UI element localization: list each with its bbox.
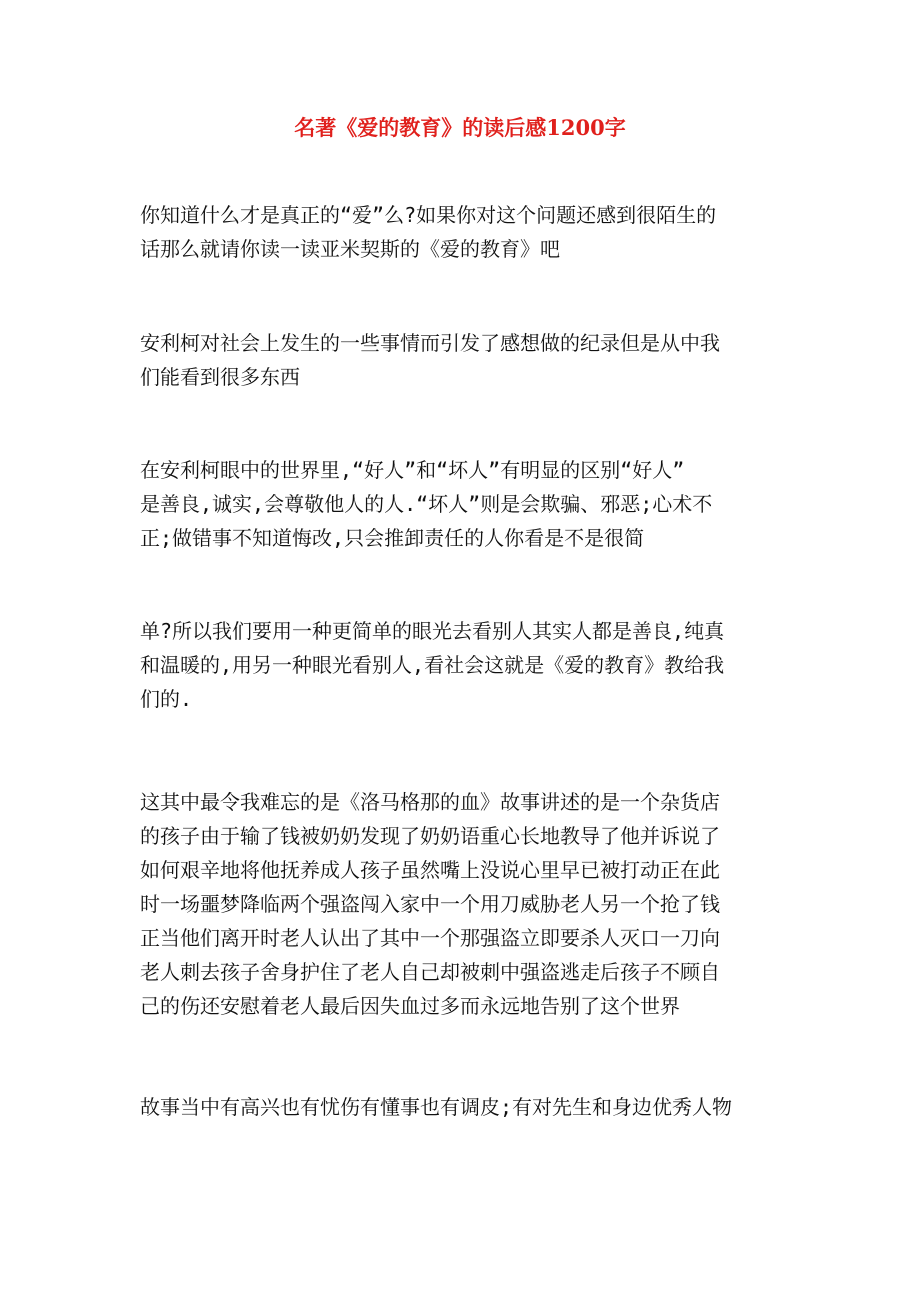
paragraph-line: 们能看到很多东西 — [140, 365, 300, 389]
paragraph-line: 故事当中有高兴也有忧伤有懂事也有调皮;有对先生和身边优秀人物 — [140, 1095, 733, 1119]
paragraph-line: 正;做错事不知道悔改,只会推卸责任的人你看是不是很简 — [140, 526, 645, 550]
paragraph-line: 的孩子由于输了钱被奶奶发现了奶奶语重心长地教导了他并诉说了 — [140, 824, 720, 848]
paragraph-line: 安利柯对社会上发生的一些事情而引发了感想做的纪录但是从中我 — [140, 331, 720, 355]
paragraph-line: 正当他们离开时老人认出了其中一个那强盗立即要杀人灭口一刀向 — [140, 926, 720, 950]
paragraph-line: 单?所以我们要用一种更简单的眼光去看别人其实人都是善良,纯真 — [140, 619, 725, 643]
paragraph-line: 你知道什么才是真正的“爱”么?如果你对这个问题还感到很陌生的 — [140, 203, 717, 227]
paragraph-line: 和温暖的,用另一种眼光看别人,看社会这就是《爱的教育》教给我 — [140, 653, 725, 677]
paragraph-line: 时一场噩梦降临两个强盗闯入家中一个用刀威胁老人另一个抢了钱 — [140, 892, 720, 916]
paragraph-5 — [140, 785, 790, 1023]
document-title: 名著《爱的教育》的读后感1200字 — [294, 115, 626, 140]
paragraph-3 — [140, 453, 790, 555]
paragraph-line: 们的. — [140, 687, 193, 711]
paragraph-line: 是善良,诚实,会尊敬他人的人.“坏人”则是会欺骗、邪恶;心术不 — [140, 492, 713, 516]
paragraph-4 — [140, 614, 790, 716]
paragraph-line: 己的伤还安慰着老人最后因失血过多而永远地告别了这个世界 — [140, 994, 680, 1018]
paragraph-line: 在安利柯眼中的世界里,“好人”和“坏人”有明显的区别“好人” — [140, 458, 685, 482]
paragraph-line: 这其中最令我难忘的是《洛马格那的血》故事讲述的是一个杂货店 — [140, 790, 720, 814]
paragraph-line: 话那么就请你读一读亚米契斯的《爱的教育》吧 — [140, 237, 560, 261]
paragraph-6 — [140, 1090, 790, 1124]
paragraph-2 — [140, 326, 790, 394]
paragraph-line: 如何艰辛地将他抚养成人孩子虽然嘴上没说心里早已被打动正在此 — [140, 858, 720, 882]
paragraph-line: 老人刺去孩子舍身护住了老人自己却被刺中强盗逃走后孩子不顾自 — [140, 960, 720, 984]
paragraph-1 — [140, 198, 790, 266]
